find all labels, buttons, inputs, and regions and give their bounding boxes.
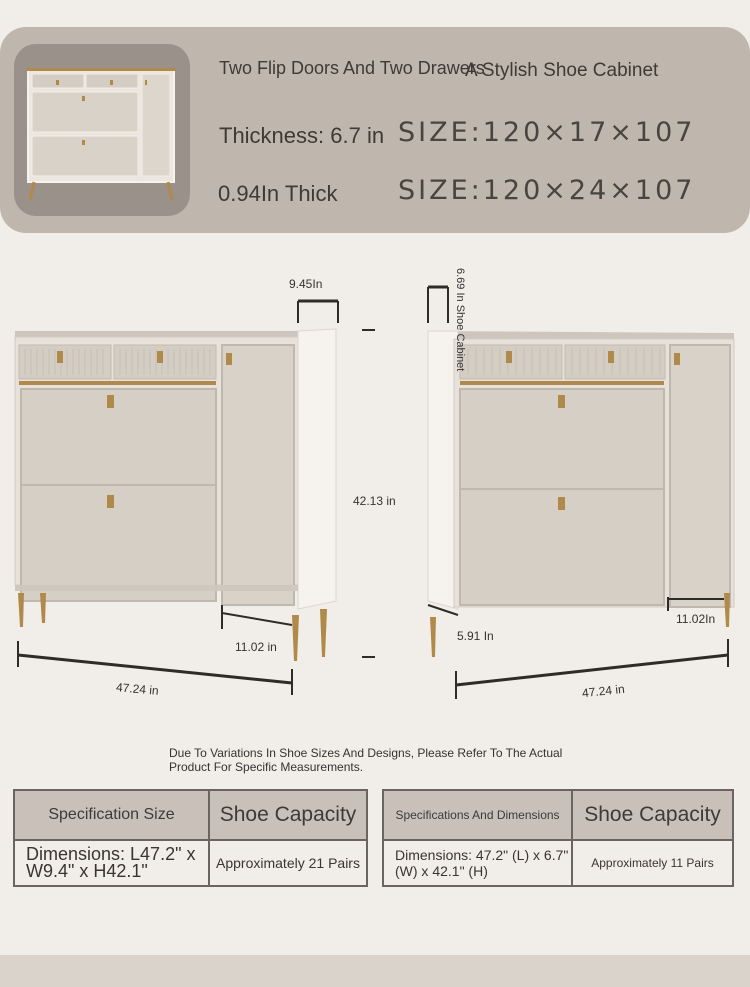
left-capacity-cell: Approximately 21 Pairs <box>209 840 367 886</box>
left-size: SIZE:120×17×107 <box>398 117 696 148</box>
left-width-label: 47.24 in <box>115 680 160 698</box>
right-header-capacity: Shoe Capacity <box>572 790 733 840</box>
right-width-label: 47.24 in <box>581 681 626 701</box>
left-cabinet-diagram <box>0 265 375 735</box>
right-thickness: 0.94In Thick <box>218 181 338 206</box>
right-side-depth-label: 5.91 In <box>457 629 494 643</box>
footer-band <box>0 955 750 987</box>
right-leg-spacing-label: 11.02In <box>676 612 716 626</box>
left-thickness: Thickness: 6.7 in <box>219 123 385 148</box>
cabinet-thumbnail <box>14 44 190 216</box>
right-depth-label: 6.69 In Shoe Cabinet <box>454 268 466 372</box>
right-cabinet-diagram <box>420 265 750 715</box>
left-height-label: 42.13 in <box>353 494 396 508</box>
right-title: A Stylish Shoe Cabinet <box>465 60 659 81</box>
left-header-spec: Specification Size <box>14 790 209 840</box>
left-depth-label: 9.45In <box>289 277 323 291</box>
left-title: Two Flip Doors And Two Drawers <box>219 58 485 78</box>
right-capacity-cell: Approximately 11 Pairs <box>572 840 733 886</box>
left-dimensions-cell: Dimensions: L47.2" x W9.4" x H42.1" <box>14 840 209 886</box>
measurement-note <box>169 746 562 774</box>
right-size: SIZE:120×24×107 <box>398 175 696 206</box>
right-dimensions-cell: Dimensions: 47.2" (L) x 6.7" (W) x 42.1" (H) <box>383 840 572 886</box>
left-leg-spacing-label: 11.02 in <box>235 640 277 654</box>
right-header-spec: Specifications And Dimensions <box>383 790 572 840</box>
left-header-capacity: Shoe Capacity <box>209 790 367 840</box>
left-spec-table <box>13 789 368 887</box>
right-spec-table <box>382 789 734 887</box>
note-line-1: Due To Variations In Shoe Sizes And Designs, Please Refer To The Actual <box>169 746 563 760</box>
note-line-2: Product For Specific Measurements. <box>169 760 364 774</box>
